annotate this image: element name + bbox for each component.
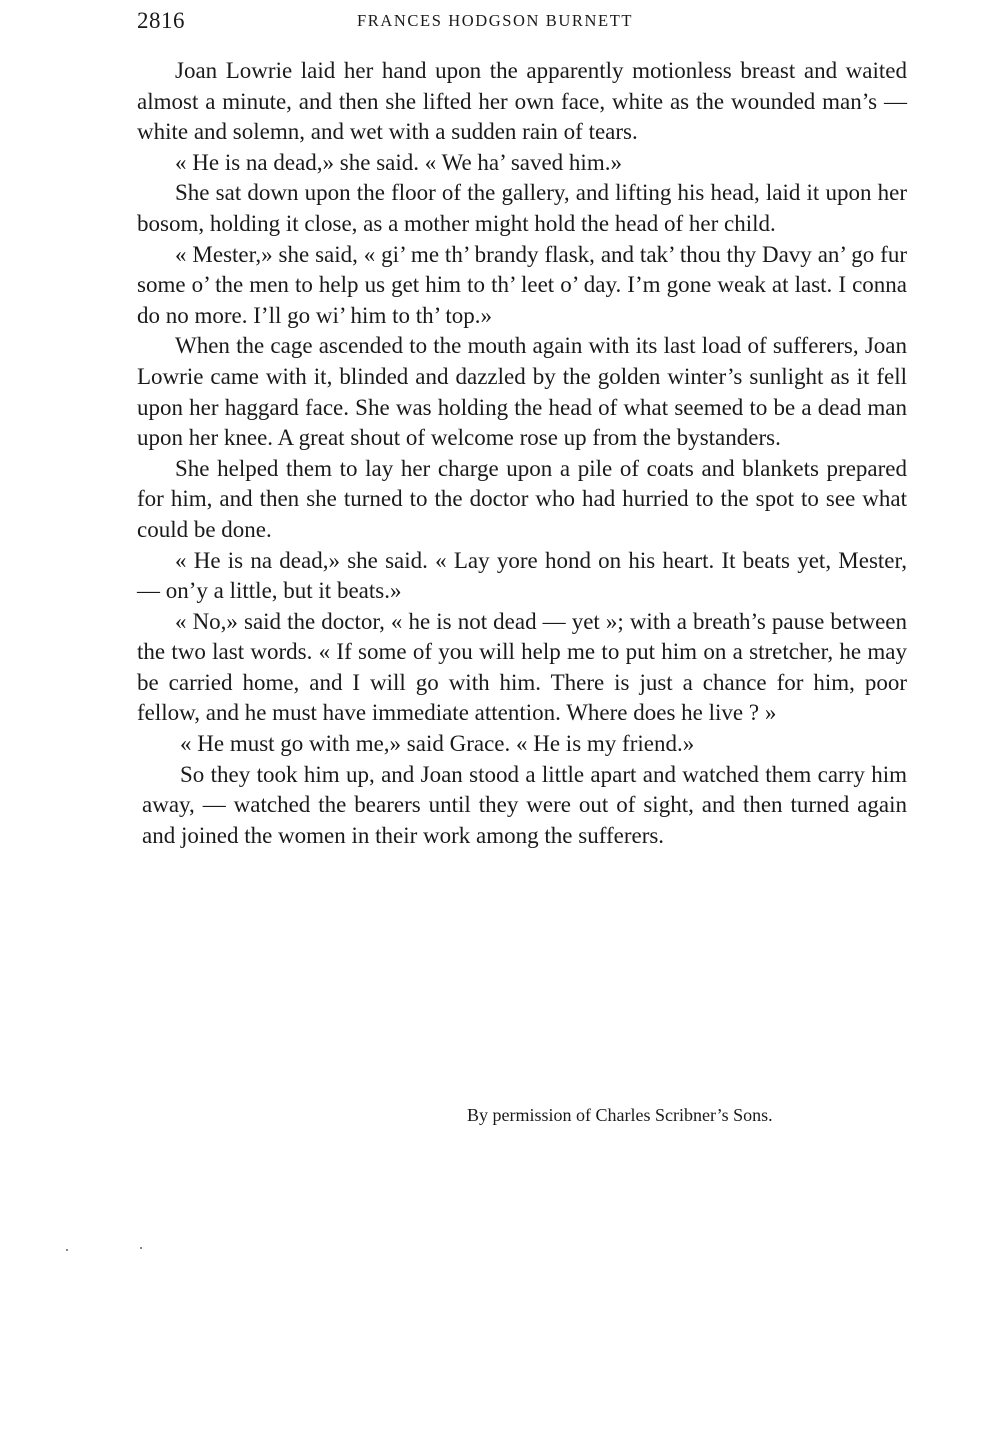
paragraph: She helped them to lay her charge upon a pile of coats and blankets prepared for him, and then she turned to the doctor who had hurried to the spot to see what could be done. bbox=[137, 455, 907, 542]
running-head bbox=[137, 8, 907, 38]
scan-specks bbox=[66, 1247, 146, 1251]
scan-speck bbox=[140, 1247, 142, 1249]
paragraph: « He is na dead,» she said. « Lay yore hond on his heart. It beats yet, Mester, — on’y a little, but it beats.» bbox=[137, 547, 907, 604]
paragraph: « He must go with me,» said Grace. « He is my friend.» bbox=[180, 731, 695, 757]
paragraph: When the cage ascended to the mouth again with its last load of sufferers, Joan Lowrie came with it, blinded and dazzled by the golden winter’s sunlight as it fell upon her haggard face. She was holding the head of what seemed to be a dead man upon her knee. A great shout of welcome rose up from the bystanders. bbox=[137, 333, 907, 451]
body-text bbox=[137, 56, 907, 851]
paragraph: « Mester,» she said, « gi’ me th’ brandy flask, and tak’ thou thy Davy an’ go fur some o’ the men to help us get him to th’ leet o’ day. I’m gone weak at last. I conna do no more. I’ll go wi’ him to th’ top.» bbox=[137, 241, 907, 328]
page-number: 2816 bbox=[137, 8, 185, 33]
running-title: FRANCES HODGSON BURNETT bbox=[357, 11, 634, 30]
permission-credit: By permission of Charles Scribner’s Sons. bbox=[467, 1105, 773, 1125]
paragraph: She sat down upon the floor of the gallery, and lifting his head, laid it upon her bosom, holding it close, as a mother might hold the head of her child. bbox=[137, 180, 907, 236]
scan-speck bbox=[66, 1249, 68, 1251]
paragraph: So they took him up, and Joan stood a little apart and watched them carry him away, — watched the bearers until they were out of sight, and then turned again and joined the women in their work among the sufferers. bbox=[142, 761, 907, 848]
paragraph: Joan Lowrie laid her hand upon the apparently motionless breast and waited almost a minute, and then she lifted her own face, white as the wounded man’s — white and solemn, and wet with a sudden rain of tears. bbox=[137, 58, 907, 145]
paragraph: « He is na dead,» she said. « We ha’ saved him.» bbox=[175, 149, 622, 175]
paragraph: « No,» said the doctor, « he is not dead — yet »; with a breath’s pause between the two last words. « If some of you will help me to put him on a stretcher, he may be carried home, and I will go with him. There is just a chance for him, poor fellow, and he must have immediate attention. Where does he live ? » bbox=[137, 608, 907, 726]
